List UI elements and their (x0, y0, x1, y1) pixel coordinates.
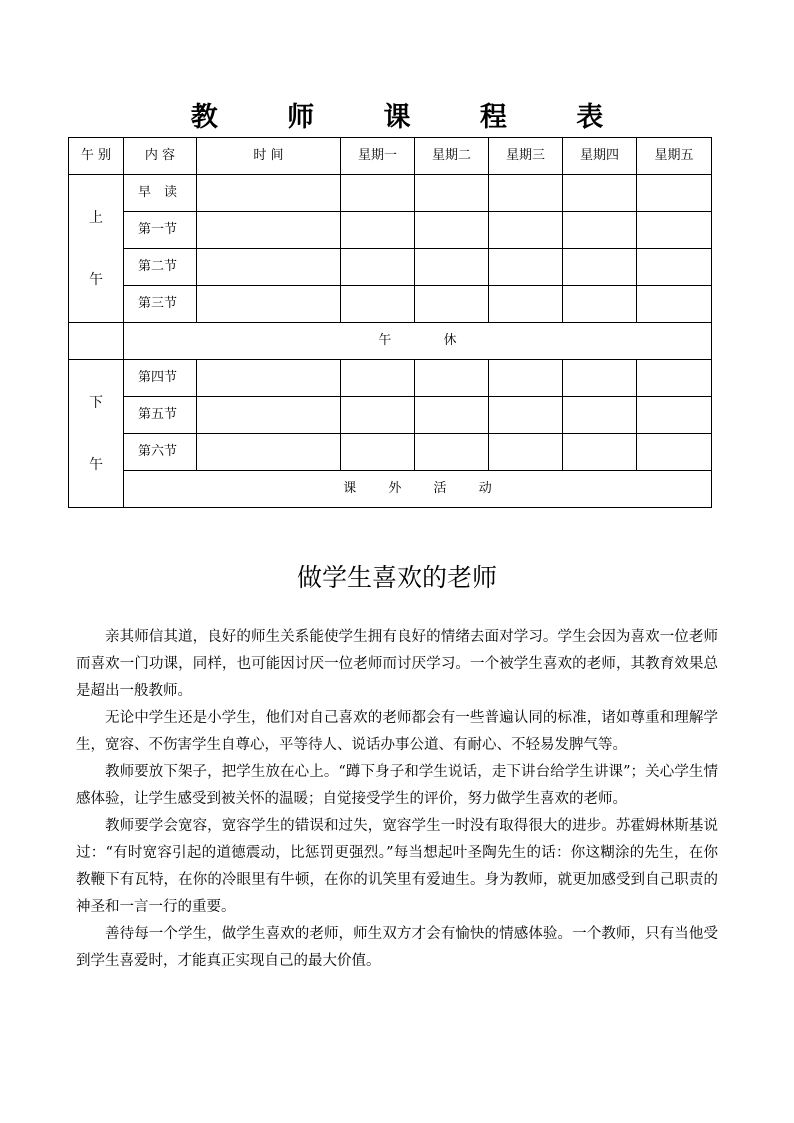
afternoon-label-bottom: 午 (89, 457, 103, 473)
table-cell[interactable] (415, 175, 489, 212)
noon-break-row (69, 323, 712, 360)
table-cell[interactable] (415, 397, 489, 434)
period-label: 第三节 (124, 286, 197, 323)
table-cell[interactable] (341, 212, 415, 249)
table-row (69, 249, 712, 286)
table-cell[interactable] (341, 397, 415, 434)
essay-paragraph: 无论中学生还是小学生，他们对自己喜欢的老师都会有一些普遍认同的标准，诸如尊重和理解学生，宽容、不伤害学生自尊心，平等待人、说话办事公道、有耐心、不轻易发脾气等。 (76, 710, 718, 753)
header-cell: 星期二 (415, 138, 489, 175)
essay-title: 做学生喜欢的老师 (296, 563, 497, 592)
table-cell[interactable] (637, 397, 712, 434)
table-cell[interactable] (563, 212, 637, 249)
table-row (69, 434, 712, 471)
header-cell: 午 别 (69, 138, 124, 175)
afternoon-label-top: 下 (89, 395, 103, 411)
morning-label-top: 上 (89, 210, 103, 226)
table-cell[interactable] (637, 360, 712, 397)
table-cell[interactable] (341, 434, 415, 471)
header-cell: 星期一 (341, 138, 415, 175)
header-cell: 时 间 (197, 138, 341, 175)
period-label: 第五节 (124, 397, 197, 434)
table-cell[interactable] (415, 212, 489, 249)
period-label: 第一节 (124, 212, 197, 249)
header-cell: 星期三 (489, 138, 563, 175)
table-cell[interactable] (637, 249, 712, 286)
table-cell[interactable] (489, 397, 563, 434)
table-row (69, 286, 712, 323)
table-cell[interactable] (197, 175, 341, 212)
table-row (69, 175, 712, 212)
table-row (69, 212, 712, 249)
noon-break-empty-cell (69, 323, 124, 360)
essay-body (76, 624, 718, 975)
header-cell: 星期五 (637, 138, 712, 175)
table-cell[interactable] (563, 286, 637, 323)
table-cell[interactable] (563, 175, 637, 212)
table-cell[interactable] (341, 175, 415, 212)
table-cell[interactable] (341, 360, 415, 397)
table-cell[interactable] (197, 286, 341, 323)
essay-paragraph: 教师要放下架子，把学生放在心上。“蹲下身子和学生说话，走下讲台给学生讲课”；关心学生情感体验，让学生感受到被关怀的温暖；自觉接受学生的评价，努力做学生喜欢的老师。 (76, 764, 718, 807)
table-cell[interactable] (563, 360, 637, 397)
header-row (69, 138, 712, 175)
table-cell[interactable] (489, 212, 563, 249)
table-cell[interactable] (637, 286, 712, 323)
extracurricular-row (69, 471, 712, 508)
table-cell[interactable] (415, 434, 489, 471)
table-cell[interactable] (563, 397, 637, 434)
table-cell[interactable] (415, 360, 489, 397)
table-cell[interactable] (415, 249, 489, 286)
table-cell[interactable] (563, 434, 637, 471)
table-cell[interactable] (489, 175, 563, 212)
period-label: 早 读 (124, 175, 197, 212)
table-row (69, 397, 712, 434)
morning-label-cell (69, 175, 124, 323)
essay-paragraph: 善待每一个学生，做学生喜欢的老师，师生双方才会有愉快的情感体验。一个教师，只有当他受到学生喜爱时，才能真正实现自己的最大价值。 (76, 926, 718, 969)
table-cell[interactable] (637, 212, 712, 249)
period-label: 第四节 (124, 360, 197, 397)
table-cell[interactable] (489, 434, 563, 471)
afternoon-label-cell (69, 360, 124, 508)
table-cell[interactable] (341, 249, 415, 286)
period-label: 第六节 (124, 434, 197, 471)
table-cell[interactable] (197, 212, 341, 249)
table-cell[interactable] (489, 360, 563, 397)
header-cell: 内 容 (124, 138, 197, 175)
period-label: 第二节 (124, 249, 197, 286)
table-cell[interactable] (197, 397, 341, 434)
essay-paragraph: 教师要学会宽容，宽容学生的错误和过失，宽容学生一时没有取得很大的进步。苏霍姆林斯基说过：“有时宽容引起的道德震动，比惩罚更强烈。”每当想起叶圣陶先生的话：你这糊涂的先生，在你教鞭下有瓦特，在你的冷眼里有牛顿，在你的讥笑里有爱迪生。身为教师，就更加感受到自己职责的神圣和一言一行的重要。 (76, 818, 718, 915)
essay-paragraph: 亲其师信其道，良好的师生关系能使学生拥有良好的情绪去面对学习。学生会因为喜欢一位老师而喜欢一门功课，同样，也可能因讨厌一位老师而讨厌学习。一个被学生喜欢的老师，其教育效果总是超出一般教师。 (76, 629, 718, 699)
table-cell[interactable] (341, 286, 415, 323)
table-cell[interactable] (563, 249, 637, 286)
table-row (69, 360, 712, 397)
extracurricular-label: 课 外 活 动 (124, 471, 712, 508)
table-cell[interactable] (197, 434, 341, 471)
schedule-title: 教 师 课 程 表 (190, 102, 634, 133)
header-cell: 星期四 (563, 138, 637, 175)
table-cell[interactable] (637, 175, 712, 212)
table-cell[interactable] (637, 434, 712, 471)
table-cell[interactable] (197, 360, 341, 397)
table-cell[interactable] (197, 249, 341, 286)
table-cell[interactable] (415, 286, 489, 323)
noon-break-label: 午 休 (124, 323, 712, 360)
morning-label-bottom: 午 (89, 272, 103, 288)
table-cell[interactable] (489, 249, 563, 286)
table-cell[interactable] (489, 286, 563, 323)
schedule-table (68, 137, 712, 508)
